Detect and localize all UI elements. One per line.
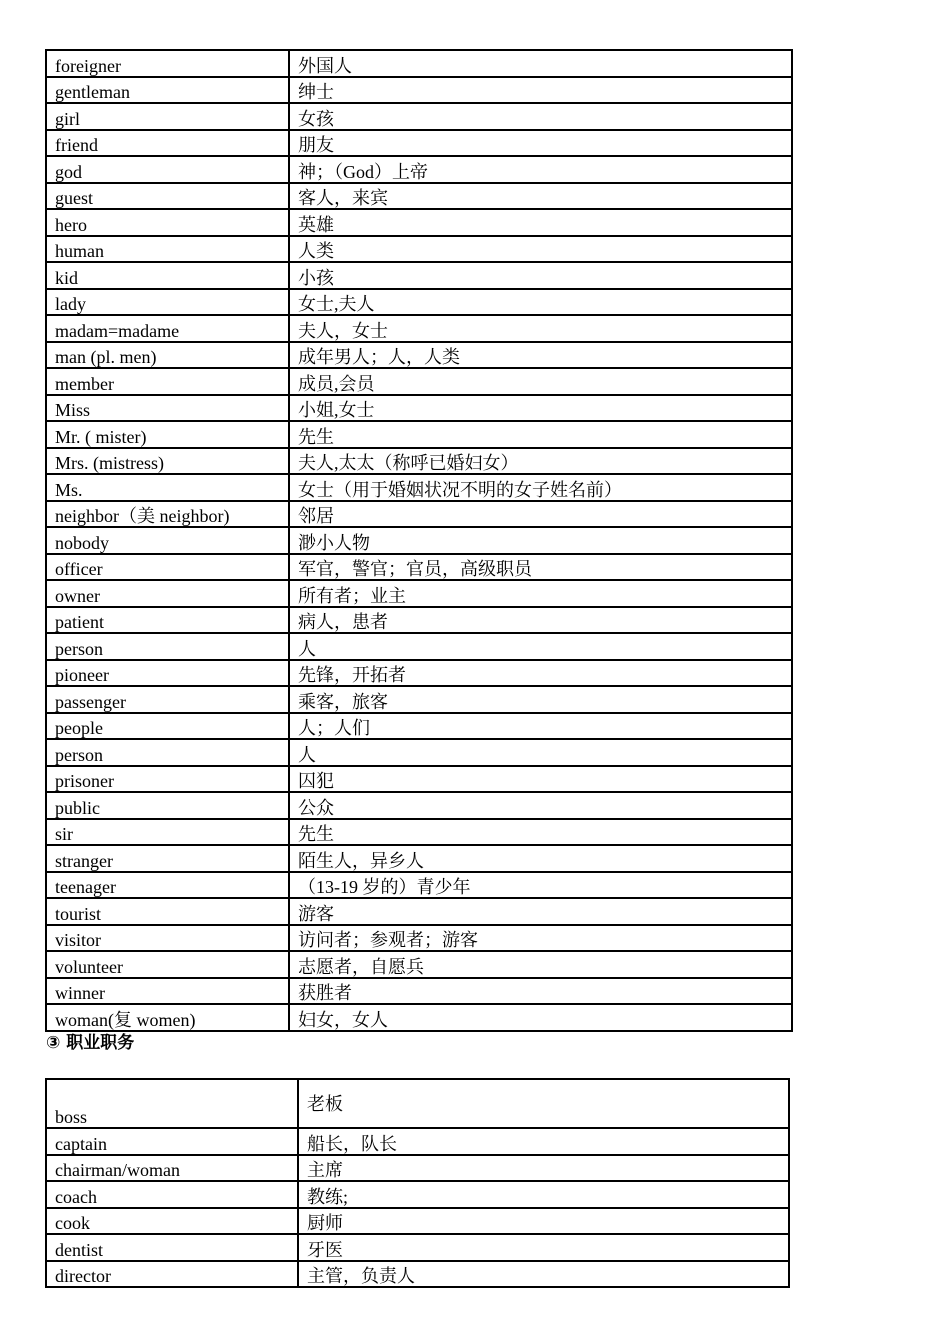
table-row xyxy=(46,1004,792,1031)
table-row xyxy=(46,130,792,157)
english-word-cell: coach xyxy=(46,1181,298,1208)
chinese-meaning-cell: 获胜者 xyxy=(289,978,792,1005)
english-word-cell: pioneer xyxy=(46,660,289,687)
table-row xyxy=(46,1079,789,1128)
english-word-cell: patient xyxy=(46,607,289,634)
english-word-cell: kid xyxy=(46,262,289,289)
chinese-meaning-cell: 囚犯 xyxy=(289,766,792,793)
english-word-cell: foreigner xyxy=(46,50,289,77)
table-row xyxy=(46,77,792,104)
english-word-cell: friend xyxy=(46,130,289,157)
english-word-cell: madam=madame xyxy=(46,315,289,342)
table-row xyxy=(46,686,792,713)
chinese-meaning-cell: 病人，患者 xyxy=(289,607,792,634)
section-heading-occupations: ③ 职业职务 xyxy=(46,1033,135,1053)
english-word-cell: chairman/woman xyxy=(46,1155,298,1182)
jobs-vocabulary-table xyxy=(45,1078,790,1288)
table-row xyxy=(46,209,792,236)
chinese-meaning-cell: 邻居 xyxy=(289,501,792,528)
table-row xyxy=(46,527,792,554)
table-row xyxy=(46,898,792,925)
chinese-meaning-cell: 小姐,女士 xyxy=(289,395,792,422)
table-row xyxy=(46,633,792,660)
table-row xyxy=(46,1261,789,1288)
chinese-meaning-cell: 神；（God）上帝 xyxy=(289,156,792,183)
english-word-cell: guest xyxy=(46,183,289,210)
chinese-meaning-cell: 人 xyxy=(289,739,792,766)
table-row xyxy=(46,183,792,210)
table-row xyxy=(46,607,792,634)
table-row xyxy=(46,1234,789,1261)
english-word-cell: stranger xyxy=(46,845,289,872)
english-word-cell: winner xyxy=(46,978,289,1005)
table-row xyxy=(46,1208,789,1235)
english-word-cell: cook xyxy=(46,1208,298,1235)
table-row xyxy=(46,156,792,183)
table-row xyxy=(46,951,792,978)
table-row xyxy=(46,50,792,77)
chinese-meaning-cell: 船长，队长 xyxy=(298,1128,789,1155)
english-word-cell: neighbor（美 neighbor) xyxy=(46,501,289,528)
chinese-meaning-cell: 公众 xyxy=(289,792,792,819)
english-word-cell: teenager xyxy=(46,872,289,899)
chinese-meaning-cell: 陌生人，异乡人 xyxy=(289,845,792,872)
english-word-cell: lady xyxy=(46,289,289,316)
chinese-meaning-cell: 先生 xyxy=(289,421,792,448)
english-word-cell: man (pl. men) xyxy=(46,342,289,369)
table-row xyxy=(46,289,792,316)
english-word-cell: public xyxy=(46,792,289,819)
people-vocabulary-table xyxy=(45,49,793,1032)
english-word-cell: hero xyxy=(46,209,289,236)
table-row xyxy=(46,713,792,740)
english-word-cell: sir xyxy=(46,819,289,846)
jobs-table-body xyxy=(46,1079,789,1287)
people-table-body xyxy=(46,50,792,1031)
chinese-meaning-cell: 主管，负责人 xyxy=(298,1261,789,1288)
chinese-meaning-cell: 厨师 xyxy=(298,1208,789,1235)
chinese-meaning-cell: 乘客，旅客 xyxy=(289,686,792,713)
table-row xyxy=(46,580,792,607)
table-row xyxy=(46,739,792,766)
chinese-meaning-cell: 绅士 xyxy=(289,77,792,104)
chinese-meaning-cell: 老板 xyxy=(298,1079,789,1128)
chinese-meaning-cell: 先生 xyxy=(289,819,792,846)
chinese-meaning-cell: 客人，来宾 xyxy=(289,183,792,210)
table-row xyxy=(46,448,792,475)
english-word-cell: people xyxy=(46,713,289,740)
english-word-cell: boss xyxy=(46,1079,298,1128)
english-word-cell: Mrs. (mistress) xyxy=(46,448,289,475)
table-row xyxy=(46,819,792,846)
english-word-cell: Ms. xyxy=(46,474,289,501)
chinese-meaning-cell: 渺小人物 xyxy=(289,527,792,554)
english-word-cell: Mr. ( mister) xyxy=(46,421,289,448)
english-word-cell: owner xyxy=(46,580,289,607)
english-word-cell: volunteer xyxy=(46,951,289,978)
table-row xyxy=(46,766,792,793)
chinese-meaning-cell: 人；人们 xyxy=(289,713,792,740)
chinese-meaning-cell: 先锋，开拓者 xyxy=(289,660,792,687)
chinese-meaning-cell: 夫人，女士 xyxy=(289,315,792,342)
english-word-cell: person xyxy=(46,633,289,660)
chinese-meaning-cell: 朋友 xyxy=(289,130,792,157)
chinese-meaning-cell: 主席 xyxy=(298,1155,789,1182)
chinese-meaning-cell: （13-19 岁的）青少年 xyxy=(289,872,792,899)
english-word-cell: passenger xyxy=(46,686,289,713)
chinese-meaning-cell: 游客 xyxy=(289,898,792,925)
chinese-meaning-cell: 女孩 xyxy=(289,103,792,130)
chinese-meaning-cell: 夫人,太太（称呼已婚妇女） xyxy=(289,448,792,475)
chinese-meaning-cell: 小孩 xyxy=(289,262,792,289)
table-row xyxy=(46,792,792,819)
english-word-cell: captain xyxy=(46,1128,298,1155)
chinese-meaning-cell: 军官，警官；官员，高级职员 xyxy=(289,554,792,581)
chinese-meaning-cell: 妇女，女人 xyxy=(289,1004,792,1031)
english-word-cell: prisoner xyxy=(46,766,289,793)
english-word-cell: god xyxy=(46,156,289,183)
table-row xyxy=(46,872,792,899)
english-word-cell: Miss xyxy=(46,395,289,422)
chinese-meaning-cell: 牙医 xyxy=(298,1234,789,1261)
chinese-meaning-cell: 成年男人；人，人类 xyxy=(289,342,792,369)
english-word-cell: officer xyxy=(46,554,289,581)
table-row xyxy=(46,395,792,422)
table-row xyxy=(46,501,792,528)
chinese-meaning-cell: 人 xyxy=(289,633,792,660)
table-row xyxy=(46,103,792,130)
english-word-cell: girl xyxy=(46,103,289,130)
english-word-cell: gentleman xyxy=(46,77,289,104)
table-row xyxy=(46,474,792,501)
table-row xyxy=(46,1128,789,1155)
table-row xyxy=(46,421,792,448)
table-row xyxy=(46,315,792,342)
english-word-cell: human xyxy=(46,236,289,263)
chinese-meaning-cell: 成员,会员 xyxy=(289,368,792,395)
table-row xyxy=(46,368,792,395)
table-row xyxy=(46,1155,789,1182)
english-word-cell: woman(复 women) xyxy=(46,1004,289,1031)
english-word-cell: dentist xyxy=(46,1234,298,1261)
chinese-meaning-cell: 访问者；参观者；游客 xyxy=(289,925,792,952)
english-word-cell: person xyxy=(46,739,289,766)
chinese-meaning-cell: 教练; xyxy=(298,1181,789,1208)
table-row xyxy=(46,554,792,581)
table-row xyxy=(46,236,792,263)
english-word-cell: director xyxy=(46,1261,298,1288)
chinese-meaning-cell: 人类 xyxy=(289,236,792,263)
chinese-meaning-cell: 女士,夫人 xyxy=(289,289,792,316)
english-word-cell: nobody xyxy=(46,527,289,554)
chinese-meaning-cell: 所有者；业主 xyxy=(289,580,792,607)
table-row xyxy=(46,925,792,952)
chinese-meaning-cell: 女士（用于婚姻状况不明的女子姓名前） xyxy=(289,474,792,501)
english-word-cell: visitor xyxy=(46,925,289,952)
table-row xyxy=(46,660,792,687)
table-row xyxy=(46,342,792,369)
english-word-cell: tourist xyxy=(46,898,289,925)
table-row xyxy=(46,262,792,289)
chinese-meaning-cell: 志愿者，自愿兵 xyxy=(289,951,792,978)
table-row xyxy=(46,1181,789,1208)
english-word-cell: member xyxy=(46,368,289,395)
chinese-meaning-cell: 英雄 xyxy=(289,209,792,236)
table-row xyxy=(46,845,792,872)
table-row xyxy=(46,978,792,1005)
chinese-meaning-cell: 外国人 xyxy=(289,50,792,77)
